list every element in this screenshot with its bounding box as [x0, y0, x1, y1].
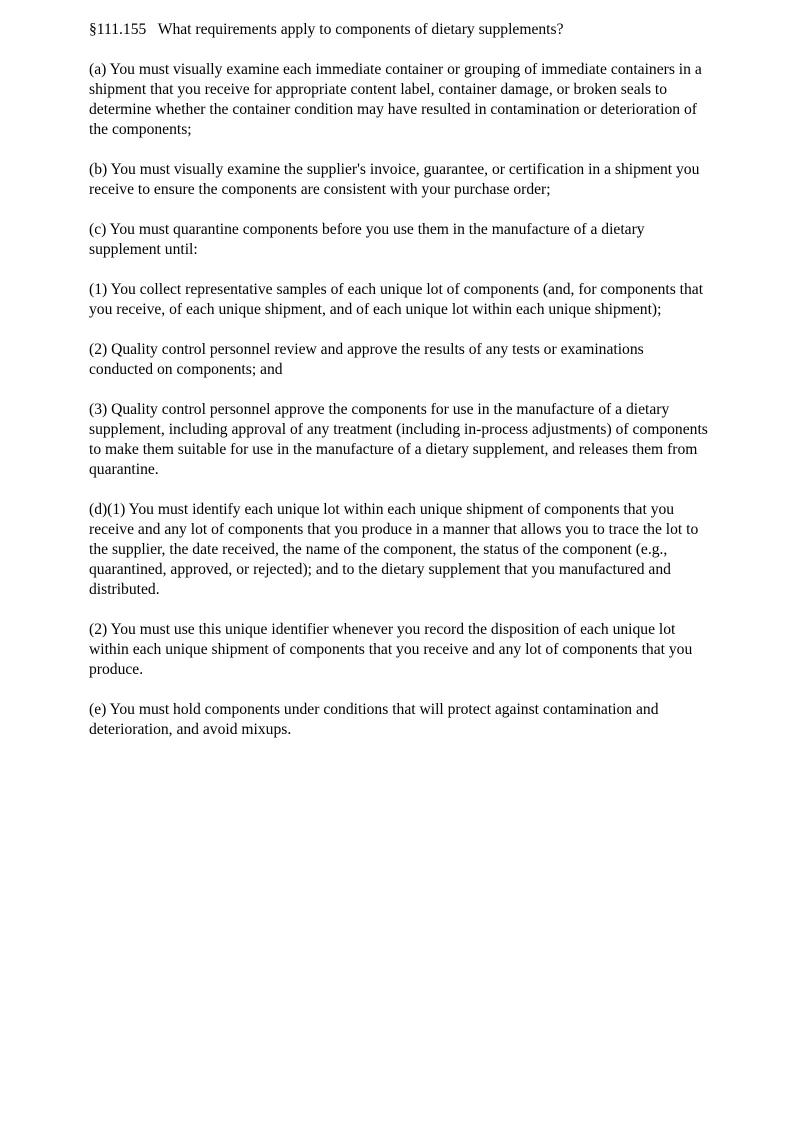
- paragraph-c-2: (2) Quality control personnel review and approve the results of any tests or examinations conducted on components; and: [89, 341, 644, 378]
- paragraph-e: (e) You must hold components under conditions that will protect against contamination and deterioration, and avoid mixups.: [89, 701, 659, 738]
- paragraph-c-1: (1) You collect representative samples of each unique lot of components (and, for components that you receive, of each unique shipment, and of each unique lot within each unique shipment);: [89, 281, 704, 318]
- document-page: [89, 20, 711, 760]
- paragraph-b: (b) You must visually examine the supplier's invoice, guarantee, or certification in a shipment you receive to ensure the components are consistent with your purchase order;: [89, 161, 700, 198]
- paragraph-c-3: (3) Quality control personnel approve the components for use in the manufacture of a dietary supplement, including approval of any treatment (including in-process adjustments) of components to make them suitable for use in the manufacture of a dietary supplement, and releases them from quarantine.: [89, 401, 708, 478]
- paragraph-c: (c) You must quarantine components before you use them in the manufacture of a dietary supplement until:: [89, 221, 645, 258]
- paragraph-a: (a) You must visually examine each immediate container or grouping of immediate containers in a shipment that you receive for appropriate content label, container damage, or broken seals to determine whether the container condition may have resulted in contamination or deterioration of the components;: [89, 61, 702, 138]
- paragraph-d-2: (2) You must use this unique identifier whenever you record the disposition of each unique lot within each unique shipment of components that you receive and any lot of components that you produce.: [89, 621, 693, 678]
- paragraph-d-1: (d)(1) You must identify each unique lot within each unique shipment of components that you receive and any lot of components that you produce in a manner that allows you to trace the lot to the supplier, the date received, the name of the component, the status of the component (e.g., quarantined, approved, or rejected); and to the dietary supplement that you manufactured and distributed.: [89, 501, 699, 598]
- section-heading: §111.155 What requirements apply to components of dietary supplements?: [89, 21, 564, 38]
